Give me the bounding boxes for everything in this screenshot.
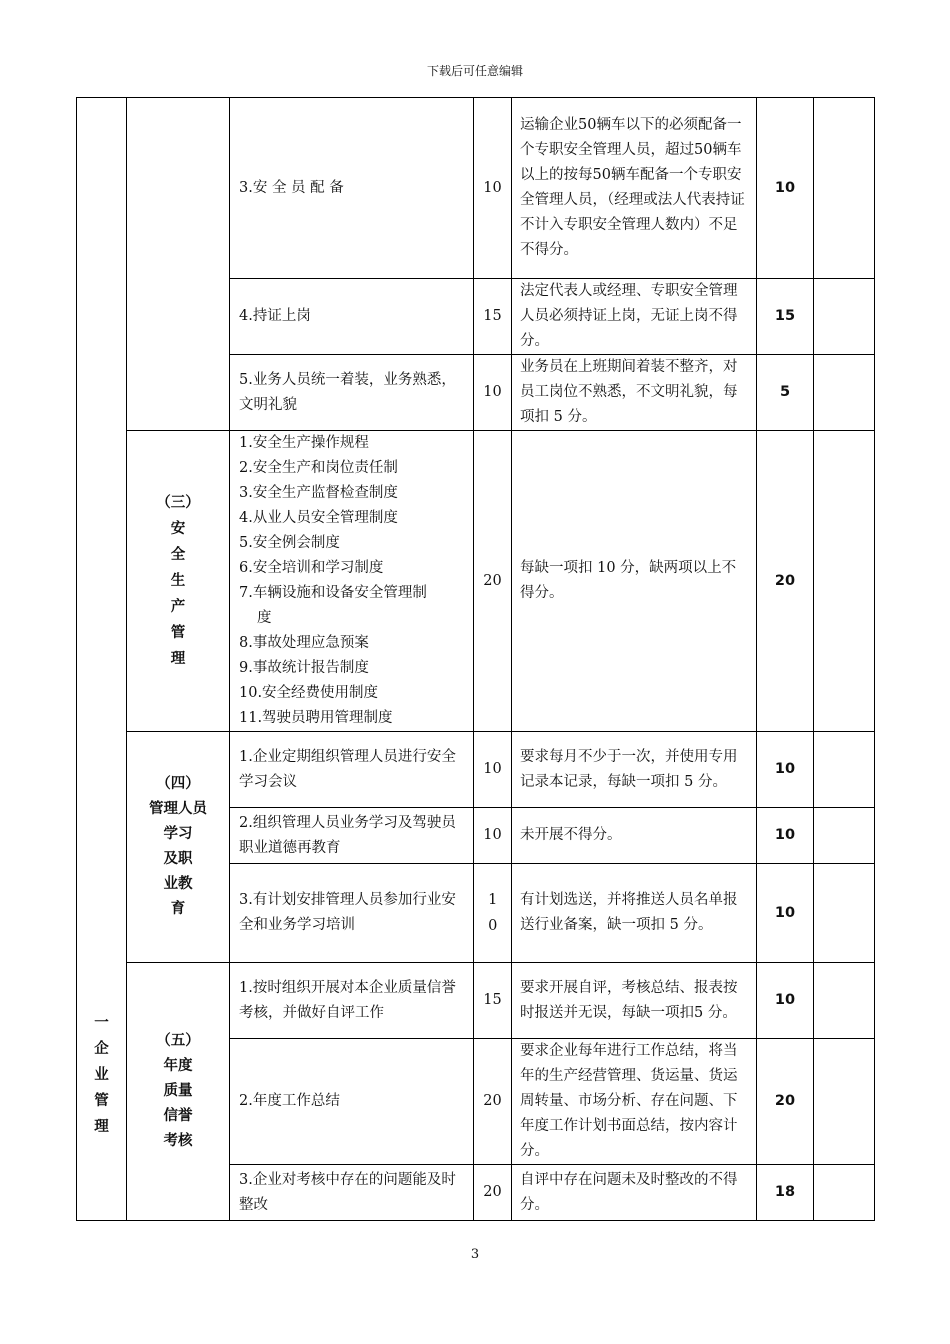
list-item: 7.车辆设施和设备安全管理制	[239, 585, 427, 601]
max-score-cell: 15	[474, 963, 512, 1039]
list-item: 10.安全经费使用制度	[239, 685, 379, 701]
item-cell: 2.年度工作总结	[230, 1039, 474, 1165]
item-cell: 3.有计划安排管理人员参加行业安全和业务学习培训	[230, 864, 474, 963]
page-number: 3	[470, 1247, 480, 1262]
rule-cell: 法定代表人或经理、专职安全管理人员必须持证上岗，无证上岗不得分。	[512, 279, 757, 355]
table-row	[77, 732, 875, 808]
item-cell: 4.持证上岗	[230, 279, 474, 355]
score-cell: 10	[757, 963, 814, 1039]
score-cell: 18	[757, 1165, 814, 1221]
group-cell-training	[127, 732, 230, 963]
section-label: 一企业管理	[94, 1015, 109, 1135]
score-cell: 20	[757, 431, 814, 732]
group-label-line: 年度	[163, 1058, 193, 1074]
item-cell: 1.企业定期组织管理人员进行安全学习会议	[230, 732, 474, 808]
item-list-cell	[230, 431, 474, 732]
rule-cell: 业务员在上班期间着装不整齐，对员工岗位不熟悉，不文明礼貌，每项扣 5 分。	[512, 355, 757, 431]
table-row	[77, 431, 875, 732]
item-cell: 2.组织管理人员业务学习及驾驶员职业道德再教育	[230, 808, 474, 864]
rule-cell: 要求企业每年进行工作总结，将当年的生产经营管理、货运量、货运周转量、市场分析、存在问题、下年度工作计划书面总结，按内容计分。	[512, 1039, 757, 1165]
table-row	[77, 98, 875, 279]
max-score-cell: 20	[474, 1165, 512, 1221]
item-cell: 3.安 全 员 配 备	[230, 98, 474, 279]
rule-cell: 要求开展自评，考核总结、报表按时报送并无误，每缺一项扣5 分。	[512, 963, 757, 1039]
remark-cell	[814, 355, 875, 431]
group-label-line: 及职	[163, 851, 193, 867]
rule-cell: 每缺一项扣 10 分，缺两项以上不得分。	[512, 431, 757, 732]
score-cell: 10	[757, 732, 814, 808]
group-label-line: 学习	[163, 826, 193, 842]
group-cell-empty	[127, 98, 230, 431]
group-cell-safety	[127, 431, 230, 732]
group-label-top: （三）	[156, 494, 200, 511]
group-label-line: 管理人员	[149, 801, 207, 817]
remark-cell	[814, 808, 875, 864]
item-cell: 3.企业对考核中存在的问题能及时整改	[230, 1165, 474, 1221]
score-cell: 15	[757, 279, 814, 355]
list-item: 度	[257, 610, 272, 626]
rule-cell: 未开展不得分。	[512, 808, 757, 864]
list-item: 2.安全生产和岗位责任制	[239, 460, 398, 476]
remark-cell	[814, 1165, 875, 1221]
section-cell	[77, 98, 127, 1221]
list-item: 6.安全培训和学习制度	[239, 560, 384, 576]
remark-cell	[814, 98, 875, 279]
group-cell-annual	[127, 963, 230, 1221]
remark-cell	[814, 431, 875, 732]
score-table	[76, 97, 875, 1221]
rule-cell: 运输企业50辆车以下的必须配备一个专职安全管理人员，超过50辆车以上的按每50辆车配备一个专职安全管理人员，（经理或法人代表持证不计入专职安全管理人数内）不足不得分。	[512, 98, 757, 279]
list-item: 1.安全生产操作规程	[239, 435, 369, 451]
score-cell: 10	[757, 808, 814, 864]
score-cell: 10	[757, 864, 814, 963]
list-item: 4.从业人员安全管理制度	[239, 510, 398, 526]
max-score-cell: 20	[474, 431, 512, 732]
group-label-line: 育	[170, 901, 186, 917]
remark-cell	[814, 1039, 875, 1165]
remark-cell	[814, 864, 875, 963]
max-score-value: 10	[488, 892, 498, 934]
list-item: 3.安全生产监督检查制度	[239, 485, 398, 501]
score-cell: 5	[757, 355, 814, 431]
max-score-cell: 10	[474, 355, 512, 431]
group-label-line: 信誉	[163, 1108, 193, 1124]
max-score-cell: 10	[474, 808, 512, 864]
item-cell: 5.业务人员统一着装，业务熟悉，文明礼貌	[230, 355, 474, 431]
group-label-top: （四）	[156, 776, 200, 792]
list-item: 9.事故统计报告制度	[239, 660, 369, 676]
rule-cell: 要求每月不少于一次，并使用专用记录本记录，每缺一项扣 5 分。	[512, 732, 757, 808]
max-score-cell: 10	[474, 732, 512, 808]
item-cell: 1.按时组织开展对本企业质量信誉考核，并做好自评工作	[230, 963, 474, 1039]
max-score-cell: 15	[474, 279, 512, 355]
group-label-line: 考核	[163, 1133, 193, 1149]
remark-cell	[814, 732, 875, 808]
list-item: 8.事故处理应急预案	[239, 635, 369, 651]
max-score-cell: 10	[474, 98, 512, 279]
score-cell: 20	[757, 1039, 814, 1165]
remark-cell	[814, 963, 875, 1039]
page-header: 下载后可任意编辑	[426, 64, 523, 78]
list-item: 5.安全例会制度	[239, 535, 340, 551]
group-label-top: （五）	[156, 1033, 200, 1049]
rule-cell: 自评中存在问题未及时整改的不得分。	[512, 1165, 757, 1221]
list-item: 11.驾驶员聘用管理制度	[239, 710, 393, 726]
group-label-line: 业教	[163, 876, 193, 892]
table-row	[77, 963, 875, 1039]
rule-cell: 有计划选送，并将推送人员名单报送行业备案，缺一项扣 5 分。	[512, 864, 757, 963]
remark-cell	[814, 279, 875, 355]
score-cell: 10	[757, 98, 814, 279]
max-score-cell	[474, 864, 512, 963]
group-label-line: 质量	[163, 1083, 193, 1099]
group-label: 安全生产管理	[170, 520, 186, 667]
max-score-cell: 20	[474, 1039, 512, 1165]
